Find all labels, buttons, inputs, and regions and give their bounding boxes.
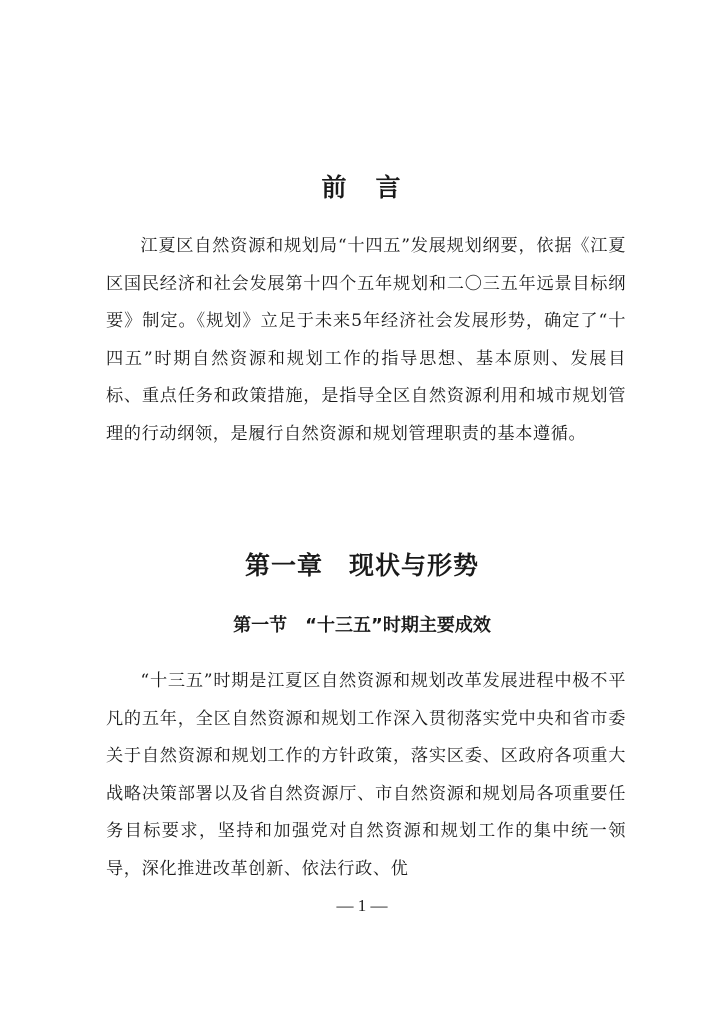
- section-paragraph: “十三五”时期是江夏区自然资源和规划改革发展进程中极不平凡的五年，全区自然资源和规划工作深入贯彻落实党中央和省市委关于自然资源和规划工作的方针政策，落实区委、区政府各项重大战略决策部署以及省自然资源厅、市自然资源和规划局各项重要任务目标要求，坚持和加强党对自然资源和规划工作的集中统一领导，深化推进改革创新、依法行政、优: [106, 671, 626, 879]
- preface-paragraph: 江夏区自然资源和规划局“十四五”发展规划纲要，依据《江夏区国民经济和社会发展第十四个五年规划和二〇三五年远景目标纲要》制定。《规划》立足于未来5年经济社会发展形势，确定了“十四五”时期自然资源和规划工作的指导思想、基本原则、发展目标、重点任务和政策措施，是指导全区自然资源利用和城市规划管理的行动纲领，是履行自然资源和规划管理职责的基本遵循。: [106, 236, 626, 444]
- chapter-title: 第一章 现状与形势: [244, 551, 479, 580]
- page-number: — 1 —: [336, 896, 388, 915]
- preface-title: 前 言: [321, 173, 403, 202]
- section-title: 第一节 “十三五”时期主要成效: [233, 615, 491, 636]
